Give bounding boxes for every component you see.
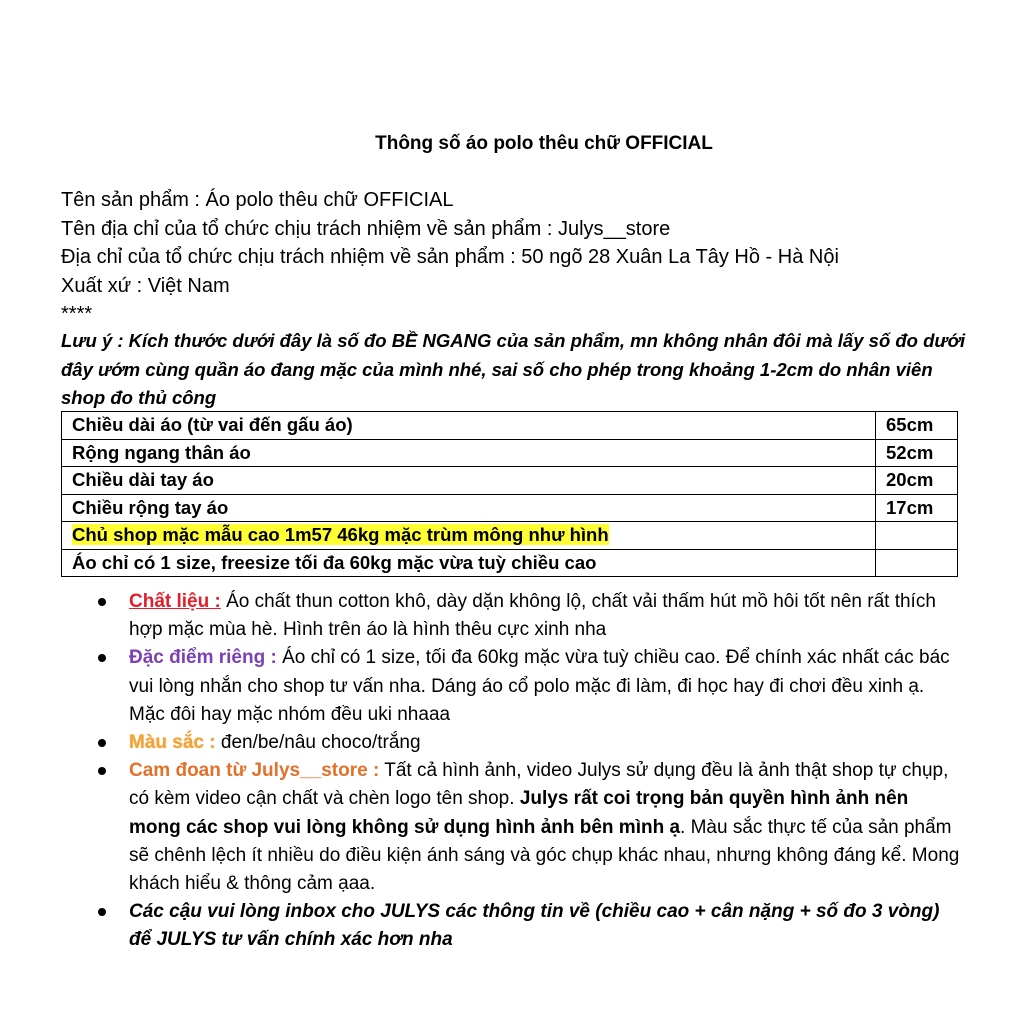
highlight-text: Chủ shop mặc mẫu cao 1m57 46kg mặc trùm mông như hình [72,524,609,546]
bullet-icon [98,908,106,916]
guarantee-bold-text: Julys rất coi trọng bản quyền hình ảnh nên mong các shop vui lòng không sử dụng hình ảnh bên mình ạ [129,788,909,838]
features-label: Đặc điểm riêng : [129,647,277,669]
table-row [62,494,958,522]
table-cell-label: Áo chỉ có 1 size, freesize tối đa 60kg mặc vừa tuỳ chiều cao [62,549,876,577]
list-item-inbox [61,898,961,954]
table-row [62,439,958,467]
size-note: Lưu ý : Kích thước dưới đây là số đo BỀ NGANG của sản phẩm, mn không nhân đôi mà lấy số đo dưới đây ướm cùng quần áo đang mặc của mình nhé, sai số cho phép trong khoảng 1-2cm do nhân viên shop đo thủ công [61,330,966,408]
table-cell-label-highlighted [62,522,876,550]
list-item-guarantee [61,757,961,898]
page-title: Thông số áo polo thêu chữ OFFICIAL [375,133,713,154]
table-cell-value: 17cm [876,494,958,522]
table-cell-label: Chiều dài áo (từ vai đến gấu áo) [62,412,876,440]
list-item-colors [61,729,961,757]
table-cell-value [876,522,958,550]
size-table [61,411,958,577]
table-row [62,549,958,577]
table-cell-value [876,549,958,577]
list-item-material [61,588,961,644]
inbox-text: Các cậu vui lòng inbox cho JULYS các thông tin về (chiều cao + cân nặng + số đo 3 vòng) để JULYS tư vấn chính xác hơn nha [129,901,940,951]
table-cell-label: Chiều dài tay áo [62,467,876,495]
product-info [61,186,961,329]
table-row [62,522,958,550]
bullet-icon [98,767,106,775]
table-cell-label: Chiều rộng tay áo [62,494,876,522]
material-text: Áo chất thun cotton khô, dày dặn không lộ, chất vải thấm hút mồ hôi tốt nên rất thích hợp mặc mùa hè. Hình trên áo là hình thêu cực xinh nha [129,591,936,641]
address-line: Địa chỉ của tổ chức chịu trách nhiệm về sản phẩm : 50 ngõ 28 Xuân La Tây Hồ - Hà Nội [61,246,839,268]
colors-label: Màu sắc : [129,732,216,754]
material-label: Chất liệu : [129,591,221,612]
details-list [61,588,961,955]
features-text: Áo chỉ có 1 size, tối đa 60kg mặc vừa tuỳ chiều cao. Để chính xác nhất các bác vui lòng nhắn cho shop tư vấn nha. Dáng áo cổ polo mặc đi làm, đi học hay đi chơi đều xinh ạ. Mặc đôi hay mặc nhóm đều uki nhaaa [129,647,950,725]
bullet-icon [98,654,106,662]
colors-text: đen/be/nâu choco/trắng [215,732,421,754]
table-cell-value: 20cm [876,467,958,495]
table-row [62,412,958,440]
table-cell-value: 65cm [876,412,958,440]
bullet-icon [98,739,106,747]
responsible-org-line: Tên địa chỉ của tổ chức chịu trách nhiệm về sản phẩm : Julys__store [61,217,671,240]
bullet-icon [98,598,106,606]
list-item-features [61,644,961,729]
guarantee-text-2: . Màu sắc thực tế của sản phẩm sẽ chênh lệch ít nhiều do điều kiện ánh sáng và góc chụp khác nhau, nhưng không đáng kể. Mong khách hiểu & thông cảm ạaa. [129,816,960,895]
product-name-line: Tên sản phẩm : Áo polo thêu chữ OFFICIAL [61,189,454,211]
guarantee-text-1: Tất cả hình ảnh, video Julys sử dụng đều là ảnh thật shop tự chụp, có kèm video cận chất và chèn logo tên shop. [129,760,949,810]
guarantee-label: Cam đoan từ Julys__store : [129,760,380,782]
table-row [62,467,958,495]
origin-line: Xuất xứ : Việt Nam [61,274,230,297]
table-cell-value: 52cm [876,439,958,467]
separator-stars: **** [61,303,93,325]
table-cell-label: Rộng ngang thân áo [62,439,876,467]
